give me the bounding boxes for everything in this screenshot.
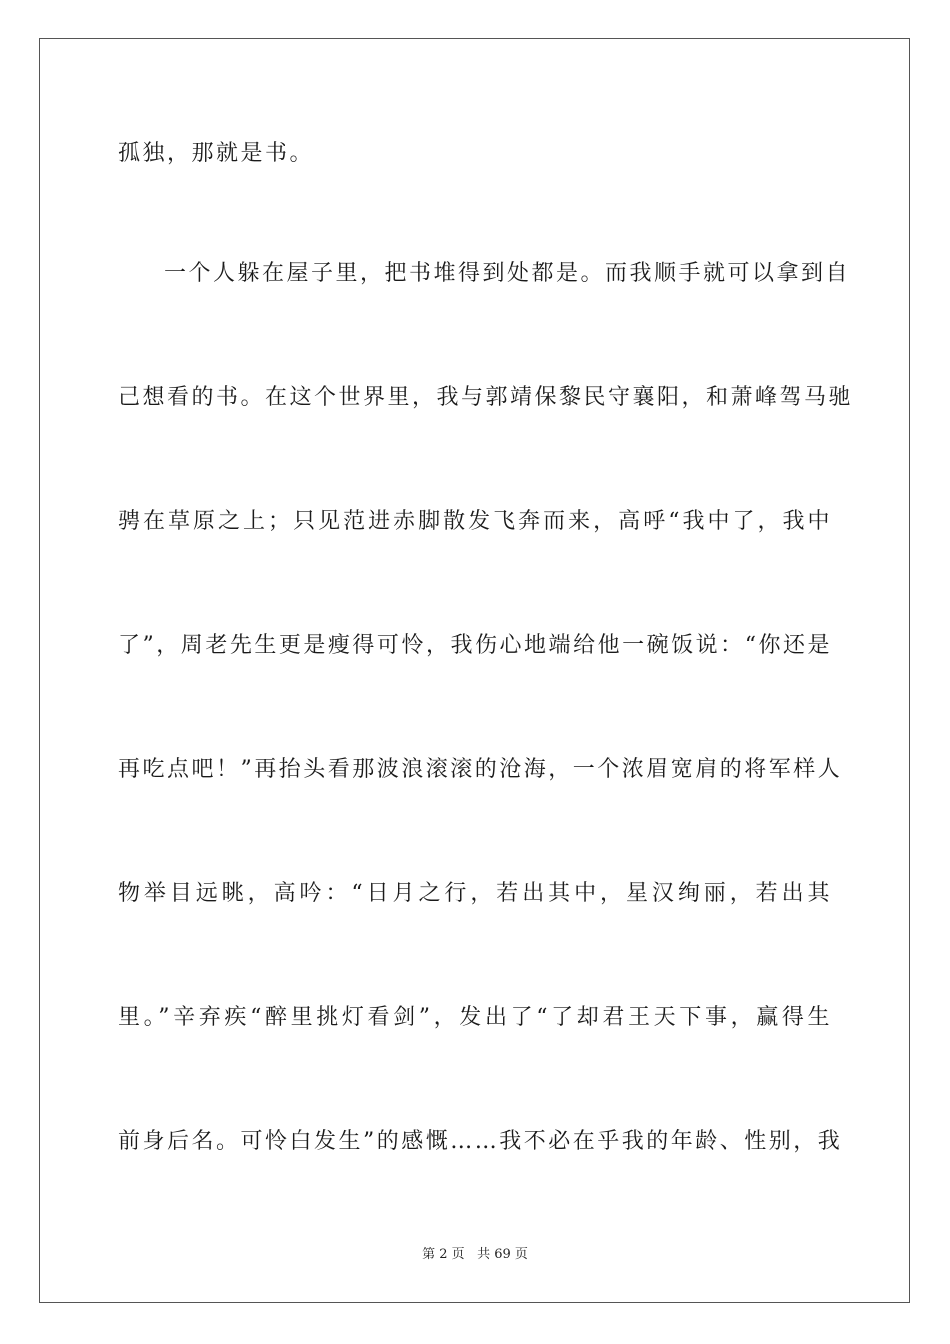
text-line-1: 孤独，那就是书。 [118,141,315,166]
page-total: 共 69 页 [477,1247,528,1262]
text-line-9: 前身后名。可怜白发生”的感慨……我不必在乎我的年龄、性别，我 [118,1129,843,1154]
page-footer [0,1246,950,1264]
page-number: 第 2 页 [422,1247,465,1262]
page-border [39,38,910,1303]
text-line-2: 一个人躲在屋子里，把书堆得到处都是。而我顺手就可以拿到自 [164,261,851,286]
text-line-4: 骋在草原之上；只见范进赤脚散发飞奔而来，高呼“我中了，我中 [118,509,832,534]
text-line-8: 里。”辛弃疾“醉里挑灯看剑”，发出了“了却君王天下事，赢得生 [118,1005,832,1030]
text-line-5: 了”，周老先生更是瘦得可怜，我伤心地端给他一碗饭说：“你还是 [118,633,832,658]
text-line-3: 己想看的书。在这个世界里，我与郭靖保黎民守襄阳，和萧峰驾马驰 [118,385,854,410]
text-line-7: 物举目远眺，高吟：“日月之行，若出其中，星汉绚丽，若出其 [118,881,832,906]
text-line-6: 再吃点吧！”再抬头看那波浪滚滚的沧海，一个浓眉宽肩的将军样人 [118,757,843,782]
